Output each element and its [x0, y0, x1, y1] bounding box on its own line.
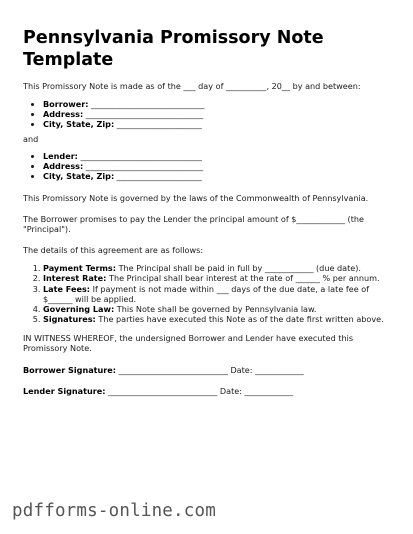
site-watermark: pdfforms-online.com	[12, 501, 216, 521]
term-text: The Principal shall be paid in full by ____________ (due date).	[116, 263, 361, 273]
borrower-address-line	[43, 109, 393, 119]
signature-blank: ___________________________ Date: ____________	[105, 386, 294, 397]
document-title: Pennsylvania Promissory Note Template	[23, 28, 324, 70]
blank-line: _____________________________	[83, 108, 204, 119]
field-label: Lender:	[43, 151, 78, 161]
blank-line: ____________________________	[88, 98, 205, 109]
details-intro: The details of this agreement are as follows:	[23, 244, 204, 255]
lender-city-line	[43, 171, 393, 181]
term-label: Governing Law:	[43, 304, 115, 315]
field-label: Address:	[43, 161, 84, 171]
borrower-name-line	[43, 99, 393, 109]
blank-line: _____________________	[114, 118, 202, 129]
borrower-city-line	[43, 119, 393, 129]
term-text: The parties have executed this Note as of the date first written above.	[95, 314, 384, 325]
field-label: Borrower:	[43, 98, 89, 109]
borrower-details-list	[23, 99, 393, 129]
term-interest	[43, 273, 393, 283]
blank-line: ______________________________	[77, 151, 202, 161]
borrower-signature-line	[23, 365, 393, 376]
and-text: and	[23, 133, 39, 144]
term-label: Signatures:	[43, 314, 96, 325]
governing-statement: This Promissory Note is governed by the laws of the Commonwealth of Pennsylvania.	[23, 193, 369, 203]
signature-label: Borrower Signature:	[23, 364, 117, 375]
term-label: Interest Rate:	[43, 273, 107, 284]
witness-paragraph: IN WITNESS WHEREOF, the undersigned Borrower and Lender have executed this Promissory Note.	[23, 332, 354, 354]
term-governing-law	[43, 304, 393, 314]
term-label: Payment Terms:	[43, 263, 116, 273]
lender-name-line	[43, 151, 393, 161]
term-label: Late Fees:	[43, 283, 91, 294]
document-content	[23, 27, 393, 397]
intro-paragraph: This Promissory Note is made as of the ___ day of __________, 20__ by and between:	[23, 81, 361, 91]
terms-list	[23, 263, 393, 325]
term-text: The Principal shall bear interest at the rate of ______ % per annum.	[106, 273, 380, 284]
term-signatures	[43, 314, 393, 324]
term-text: If payment is not made within ___ days of the due date, a late fee of $______ will be applied.	[43, 283, 370, 304]
blank-line: _____________________	[114, 171, 202, 181]
principal-statement: The Borrower promises to pay the Lender the principal amount of $____________ (the "Principal").	[23, 213, 365, 234]
term-payment	[43, 263, 393, 273]
field-label: City, State, Zip:	[43, 118, 115, 129]
blank-line: _____________________________	[83, 161, 204, 171]
field-label: Address:	[43, 108, 84, 119]
term-late-fees	[43, 284, 393, 305]
field-label: City, State, Zip:	[43, 171, 115, 181]
signature-blank: ___________________________ Date: ____________	[116, 364, 304, 375]
term-text: This Note shall be governed by Pennsylvania law.	[114, 304, 317, 315]
lender-address-line	[43, 161, 393, 171]
lender-details-list	[23, 151, 393, 181]
lender-signature-line	[23, 386, 393, 397]
signature-label: Lender Signature:	[23, 386, 106, 397]
